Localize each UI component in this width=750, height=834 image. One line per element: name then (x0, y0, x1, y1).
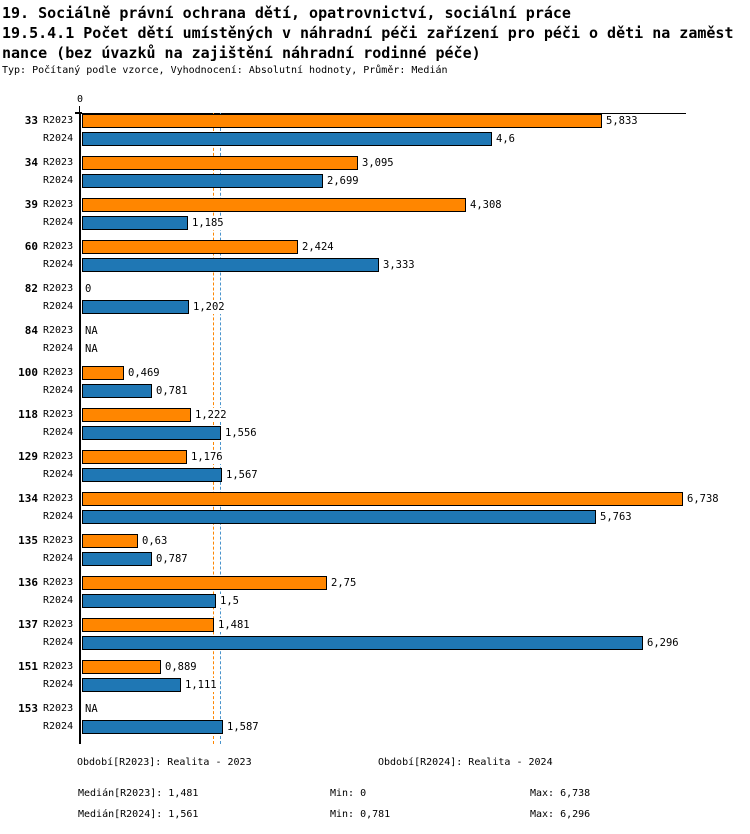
series-label-r2024-100: R2024 (43, 385, 74, 396)
bar-r2024-60 (82, 258, 379, 272)
bar-r2023-118 (82, 408, 191, 422)
bar-r2024-129 (82, 468, 222, 482)
value-label-r2024-135: 0,787 (156, 553, 188, 565)
value-label-r2023-34: 3,095 (362, 157, 394, 169)
series-label-r2024-34: R2024 (43, 175, 74, 186)
bar-r2023-39 (82, 198, 466, 212)
series-label-r2023-33: R2023 (43, 115, 74, 126)
bar-r2024-34 (82, 174, 323, 188)
bar-r2024-137 (82, 636, 643, 650)
bar-r2024-118 (82, 426, 221, 440)
report-title-line-2: 19.5.4.1 Počet dětí umístěných v náhradní péči zařízení pro péči o děti na zaměst (2, 24, 734, 42)
value-label-r2024-33: 4,6 (496, 133, 515, 145)
value-label-r2023-136: 2,75 (331, 577, 357, 589)
value-label-r2024-34: 2,699 (327, 175, 359, 187)
bar-r2024-134 (82, 510, 596, 524)
series-label-r2023-135: R2023 (43, 535, 74, 546)
value-label-r2024-151: 1,111 (185, 679, 217, 691)
value-label-r2023-134: 6,738 (687, 493, 719, 505)
bar-r2023-34 (82, 156, 358, 170)
category-label-153: 153 (18, 702, 38, 715)
value-label-r2024-82: 1,202 (193, 301, 225, 313)
bar-r2023-151 (82, 660, 161, 674)
bar-r2024-153 (82, 720, 223, 734)
value-label-r2023-135: 0,63 (142, 535, 168, 547)
series-label-r2023-84: R2023 (43, 325, 74, 336)
value-label-r2024-134: 5,763 (600, 511, 632, 523)
value-label-r2023-39: 4,308 (470, 199, 502, 211)
bar-r2023-60 (82, 240, 298, 254)
series-label-r2023-118: R2023 (43, 409, 74, 420)
stat-median-r2023: Medián[R2023]: 1,481 (78, 788, 199, 799)
series-label-r2024-153: R2024 (43, 721, 74, 732)
series-label-r2024-129: R2024 (43, 469, 74, 480)
legend-period-r2023: Období[R2023]: Realita - 2023 (77, 757, 252, 768)
series-label-r2023-136: R2023 (43, 577, 74, 588)
bar-r2023-136 (82, 576, 327, 590)
series-label-r2023-34: R2023 (43, 157, 74, 168)
bar-r2024-151 (82, 678, 181, 692)
value-label-r2024-153: 1,587 (227, 721, 259, 733)
report-meta-line: Typ: Počítaný podle vzorce, Vyhodnocení: Absolutní hodnoty, Průměr: Medián (2, 65, 448, 76)
series-label-r2023-39: R2023 (43, 199, 74, 210)
value-label-r2023-60: 2,424 (302, 241, 334, 253)
y-axis-line (79, 113, 81, 744)
bar-r2023-134 (82, 492, 683, 506)
value-label-r2023-33: 5,833 (606, 115, 638, 127)
series-label-r2024-82: R2024 (43, 301, 74, 312)
bar-r2024-100 (82, 384, 152, 398)
bar-r2024-33 (82, 132, 492, 146)
value-label-r2023-84: NA (85, 325, 98, 337)
value-label-r2023-153: NA (85, 703, 98, 715)
category-label-129: 129 (18, 450, 38, 463)
stat-max-r2024: Max: 6,296 (530, 809, 591, 820)
series-label-r2024-33: R2024 (43, 133, 74, 144)
series-label-r2024-134: R2024 (43, 511, 74, 522)
category-label-100: 100 (18, 366, 38, 379)
report-title-line-3: nance (bez úvazků na zajištění náhradní rodinné péče) (2, 44, 481, 62)
series-label-r2024-39: R2024 (43, 217, 74, 228)
value-label-r2024-60: 3,333 (383, 259, 415, 271)
category-label-60: 60 (24, 240, 38, 253)
value-label-r2024-129: 1,567 (226, 469, 258, 481)
legend-period-r2024: Období[R2024]: Realita - 2024 (378, 757, 553, 768)
bar-r2024-82 (82, 300, 189, 314)
bar-r2024-135 (82, 552, 152, 566)
series-label-r2023-82: R2023 (43, 283, 74, 294)
category-label-136: 136 (18, 576, 38, 589)
stat-max-r2023: Max: 6,738 (530, 788, 591, 799)
value-label-r2024-136: 1,5 (220, 595, 239, 607)
category-label-34: 34 (24, 156, 38, 169)
category-label-135: 135 (18, 534, 38, 547)
value-label-r2023-100: 0,469 (128, 367, 160, 379)
bar-r2023-137 (82, 618, 214, 632)
x-axis-zero-tick-label: 0 (76, 94, 84, 105)
category-label-39: 39 (24, 198, 38, 211)
bar-r2023-129 (82, 450, 187, 464)
series-label-r2024-135: R2024 (43, 553, 74, 564)
category-label-84: 84 (24, 324, 38, 337)
stat-median-r2024: Medián[R2024]: 1,561 (78, 809, 199, 820)
series-label-r2024-84: R2024 (43, 343, 74, 354)
series-label-r2023-60: R2023 (43, 241, 74, 252)
value-label-r2024-118: 1,556 (225, 427, 257, 439)
series-label-r2024-118: R2024 (43, 427, 74, 438)
value-label-r2024-84: NA (85, 343, 98, 355)
stat-min-r2024: Min: 0,781 (330, 809, 391, 820)
value-label-r2024-100: 0,781 (156, 385, 188, 397)
stat-min-r2023: Min: 0 (330, 788, 367, 799)
series-label-r2024-60: R2024 (43, 259, 74, 270)
bar-r2024-136 (82, 594, 216, 608)
series-label-r2023-153: R2023 (43, 703, 74, 714)
series-label-r2024-137: R2024 (43, 637, 74, 648)
value-label-r2023-137: 1,481 (218, 619, 250, 631)
report-title-line-1: 19. Sociálně právní ochrana dětí, opatrovnictví, sociální práce (2, 4, 571, 22)
series-label-r2024-136: R2024 (43, 595, 74, 606)
value-label-r2024-137: 6,296 (647, 637, 679, 649)
category-label-134: 134 (18, 492, 38, 505)
series-label-r2023-100: R2023 (43, 367, 74, 378)
category-label-137: 137 (18, 618, 38, 631)
series-label-r2023-151: R2023 (43, 661, 74, 672)
category-label-33: 33 (24, 114, 38, 127)
bar-r2023-135 (82, 534, 138, 548)
series-label-r2023-129: R2023 (43, 451, 74, 462)
category-label-118: 118 (18, 408, 38, 421)
category-label-82: 82 (24, 282, 38, 295)
value-label-r2023-129: 1,176 (191, 451, 223, 463)
bar-r2023-100 (82, 366, 124, 380)
category-label-151: 151 (18, 660, 38, 673)
series-label-r2023-134: R2023 (43, 493, 74, 504)
bar-r2024-39 (82, 216, 188, 230)
series-label-r2024-151: R2024 (43, 679, 74, 690)
bar-r2023-33 (82, 114, 602, 128)
value-label-r2023-118: 1,222 (195, 409, 227, 421)
value-label-r2023-151: 0,889 (165, 661, 197, 673)
value-label-r2024-39: 1,185 (192, 217, 224, 229)
series-label-r2023-137: R2023 (43, 619, 74, 630)
value-label-r2023-82: 0 (85, 283, 92, 295)
